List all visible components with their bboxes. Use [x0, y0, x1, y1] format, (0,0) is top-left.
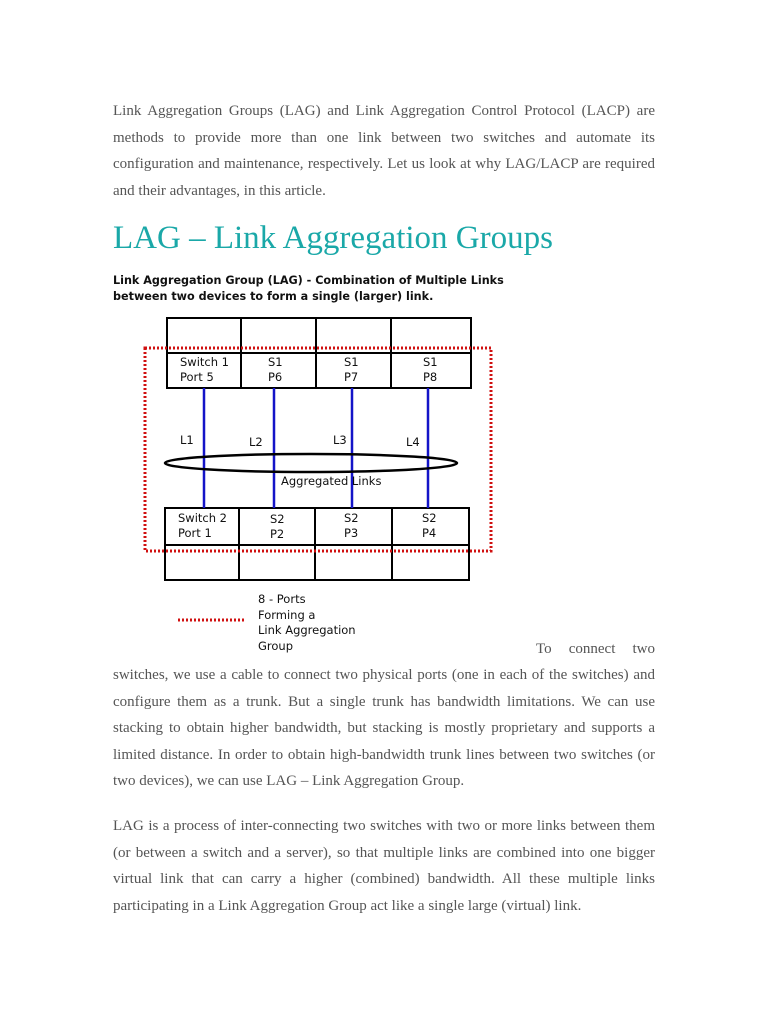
aggregated-links-label: Aggregated Links [281, 474, 382, 488]
intro-paragraph: Link Aggregation Groups (LAG) and Link Aggregation Control Protocol (LACP) are methods to provide more than one link between two switches and automate its configuration and maintenance, respectively. Let us look at why LAG/LACP are required and their advantages, in this article. [113, 103, 655, 199]
s1-cell-2: S1 P6 [268, 355, 283, 384]
link-lines [204, 388, 428, 508]
s1-cell-4: S1 P8 [423, 355, 438, 384]
link-label-l2: L2 [249, 435, 263, 449]
lag-diagram [106, 266, 536, 661]
figure-title-line-2: between two devices to form a single (larger) link. [113, 290, 434, 303]
s1-cell-3: S1 P7 [344, 355, 359, 384]
lag-definition-paragraph: LAG is a process of inter-connecting two switches with two or more links between them (or between a switch and a server), so that multiple links are combined into one bigger virtual link that can carry a higher (combined) bandwidth. All these multiple links participating in a Link Aggregation Group act like a single large (virtual) link. [113, 818, 655, 914]
link-label-l4: L4 [406, 435, 420, 449]
s1-cell-1: Switch 1 Port 5 [180, 355, 229, 384]
link-label-l1: L1 [180, 433, 194, 447]
trunk-paragraph: switches, we use a cable to connect two physical ports (one in each of the switches) and configure them as a trunk. But a single trunk has bandwidth limitations. We can use stacking to obtain higher bandwidth, but stacking is mostly proprietary and supports a limited distance. In order to obtain high-bandwidth trunk lines between two switches (or two devices), we can use LAG – Link Aggregation Group. [113, 667, 655, 789]
connect-lead-text: To connect two [536, 641, 655, 657]
section-heading: LAG – Link Aggregation Groups [113, 220, 553, 256]
s2-cell-3: S2 P3 [344, 511, 359, 540]
aggregation-ellipse [165, 454, 457, 472]
link-label-l3: L3 [333, 433, 347, 447]
legend-label: 8 - Ports Forming a Link Aggregation Group [258, 592, 356, 653]
s2-cell-4: S2 P4 [422, 511, 437, 540]
figure-title-line-1: Link Aggregation Group (LAG) - Combination of Multiple Links [113, 274, 504, 287]
s2-cell-1: Switch 2 Port 1 [178, 511, 227, 540]
s2-cell-2: S2 P2 [270, 512, 285, 541]
